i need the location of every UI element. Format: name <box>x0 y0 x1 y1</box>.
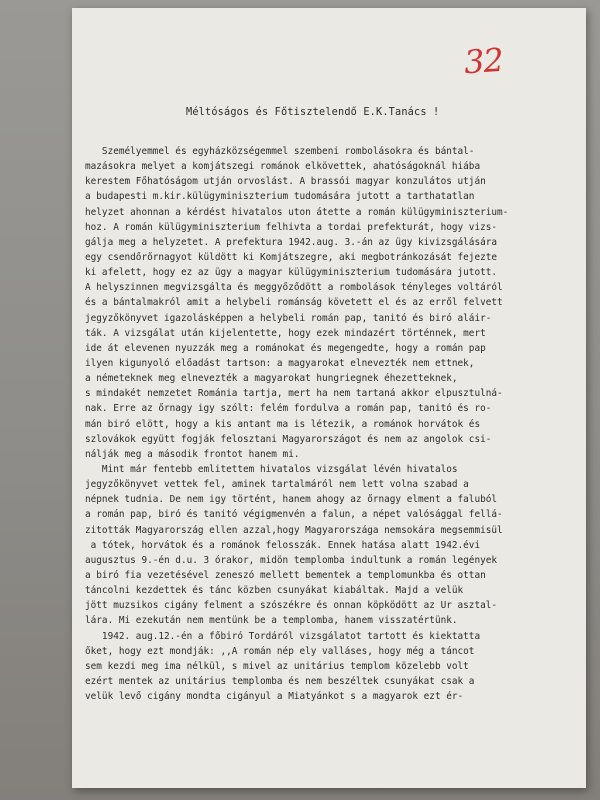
text-line: helyzet ahonnan a kérdést hivatalos uton átette a román külügyminiszterium- <box>85 206 509 218</box>
text-line: sem kezdi meg ima nélkül, s mivel az unitárius templom közelebb volt <box>85 660 469 672</box>
text-line: zitották Magyarország ellen azzal,hogy Magyarországa nemsokára megsemmisül <box>85 524 503 536</box>
letter-body <box>85 144 585 704</box>
text-line: A helyszinnen megvizsgálta és meggyőződött a rombolások tényleges voltáról <box>85 282 503 294</box>
text-line: jött muzsikos cigány felment a szószékre és onnan köpködött az Ur asztal- <box>85 600 498 612</box>
text-line: a németeknek meg elnevezték a magyarokat hungriegnek éhezetteknek, <box>85 373 458 385</box>
text-line: mazásokra melyet a komjátszegi románok elkövettek, ahatóságoknál hiába <box>85 161 481 173</box>
text-line: 1942. aug.12.-én a főbiró Tordáról vizsgálatot tartott és kiektatta <box>85 630 481 642</box>
text-line: nak. Erre az őrnagy igy szólt: felém fordulva a román pap, tanitó és ro- <box>85 403 492 415</box>
text-line: a tótek, horvátok és a románok felosszák. Ennek hatása alatt 1942.évi <box>85 539 481 551</box>
text-line: szlovákok együtt fogják felosztani Magyarországot és nem az angolok csi- <box>85 433 492 445</box>
text-line: a budapesti m.kir.külügyminiszterium tudomására jutott a tarthatatlan <box>85 191 475 203</box>
text-line: augusztus 9.-én d.u. 3 órakor, midön templomba indultunk a román legények <box>85 554 498 566</box>
text-line: s mindakét nemzetet Románia tartja, mert ha nem tartaná akkor elpusztulná- <box>85 388 503 400</box>
text-line: ilyen kigunyoló előadást tartson: a magyarokat elnevezték nem ettnek, <box>85 357 475 369</box>
text-line: hoz. A román külügyminiszterium felhivta a tordai prefekturát, hogy vizs- <box>85 221 498 233</box>
text-line: őket, hogy ezt mondják: ,,A román nép ely valláses, hogy még a táncot <box>85 645 475 657</box>
text-line: kerestem Főhatóságom utján orvoslást. A brassói magyar konzulátos utján <box>85 176 486 188</box>
text-line: és a bántalmakról amit a helybeli románság követett el és az erről felvett <box>85 297 503 309</box>
text-line: ki afelett, hogy ez az ügy a magyar külügyminiszterium tudomására jutott. <box>85 267 498 279</box>
handwritten-page-number: 32 <box>462 40 504 82</box>
text-line: nálják meg a második frontot hanem mi. <box>85 448 300 460</box>
text-line: Mint már fentebb emlitettem hivatalos vizsgálat lévén hivatalos <box>85 463 458 475</box>
text-line: a biró fia vezetésével zeneszó mellett bementek a templomunkba és ottan <box>85 569 486 581</box>
text-line: a román pap, biró és tanitó végigmenvén a falun, a népet valósággal fellá- <box>85 509 503 521</box>
text-line: gálja meg a helyzetet. A prefektura 1942.aug. 3.-án az ügy kivizsgálására <box>85 236 498 248</box>
text-line: ezért mentek az unitárius templomba és nem beszéltek csunyákat csak a <box>85 675 475 687</box>
text-line: egy csendőrőrnagyot küldött ki Komjátszegre, aki megbotránkozását fejezte <box>85 251 498 263</box>
text-line: jegyzőkönyvet vettek fel, aminek tartalmáról nem lett volna szabad a <box>85 479 469 491</box>
text-line: Személyemmel és egyházközségemmel szembeni rombolásokra és bántal- <box>85 146 475 157</box>
text-line: jegyzőkönyvet igazolásképpen a helybeli román pap, tanitó és biró aláir- <box>85 312 492 324</box>
text-line: velük levő cigány mondta cigányul a Miatyánkot s a magyarok ezt ér- <box>85 691 464 703</box>
text-line: lára. Mi ezekután nem mentünk be a templomba, hanem visszatértünk. <box>85 615 458 627</box>
letter-salutation: Méltóságos és Főtisztelendő E.K.Tanács ! <box>186 107 440 118</box>
text-line: táncolni kezdettek és tánc közben csunyákat kiabáltak. Majd a velük <box>85 585 464 597</box>
text-line: ták. A vizsgálat után kijelentette, hogy ezek mindazért történnek, mert <box>85 327 486 339</box>
text-line: népnek tudnia. De nem igy történt, hanem ahogy az őrnagy elment a faluból <box>85 494 498 506</box>
text-line: ide át elevenen nyuzzák meg a románokat és megengedte, hogy a román pap <box>85 342 486 354</box>
text-line: mán biró elött, hogy a kis antant ma is létezik, a románok horvátok és <box>85 418 481 430</box>
